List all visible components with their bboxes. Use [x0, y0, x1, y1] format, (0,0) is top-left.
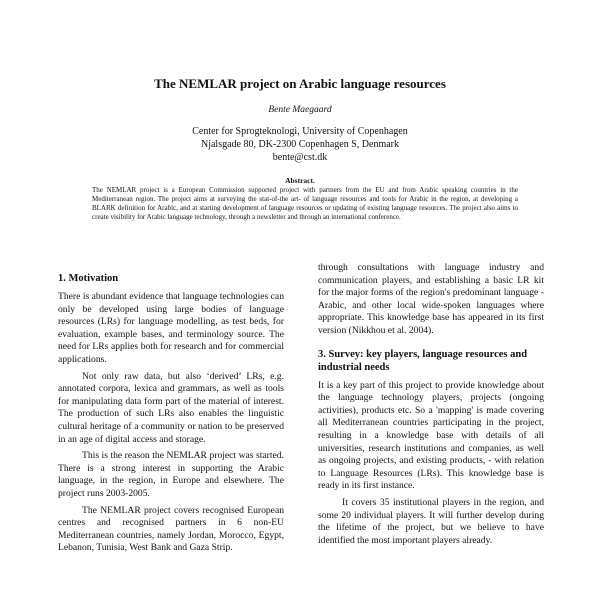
affiliation-email: bente@cst.dk — [272, 152, 328, 163]
right-paragraph: It covers 35 institutional players in the region, and some 20 individual players. It will further develop during the lifetime of the project, but we believe to have identified the most important players already. — [318, 496, 544, 546]
left-paragraph: There is abundant evidence that language technologies can only be developed using large bodies of language resources (LRs) for language modelling, as test beds, for evaluation, example bases, and terminology source. The need for LRs applies both for research and for commercial applications. — [58, 291, 284, 365]
right-column — [318, 262, 544, 551]
paper-title: The NEMLAR project on Arabic language resources — [154, 76, 446, 91]
right-paragraph: It is a key part of this project to provide knowledge about the language technology players, projects (ongoing activities), products etc. So a 'mapping' is made covering all Mediterranean countries participating in the project, resulting in a knowledge base with details of all universities, research institutions and companies, as well as ongoing projects, and existing products, - with relation to Language Resources (LRs). This knowledge base is ready in its first instance. — [318, 379, 544, 492]
affiliation-address: Njalsgade 80, DK-2300 Copenhagen S, Denmark — [200, 139, 399, 150]
author-name: Bente Maegaard — [268, 105, 332, 115]
left-column — [58, 262, 284, 559]
affiliation-block — [0, 125, 600, 164]
abstract-text: The NEMLAR project is a European Commission supported project with partners from the EU and from Arabic speaking countries in the Mediterranean region. The project aims at surveying the stat-of-the art- of language resources and tools for Arabic in the region, at developing a BLARK definition for Arabic, and at starting development of language resources or updating of existing language resources. The project also aims to create visibility for Arabic language technology, through a newsletter and through an international conference. — [92, 186, 518, 221]
section-3-heading: 3. Survey: key players, language resources and industrial needs — [318, 348, 528, 373]
left-paragraph: This is the reason the NEMLAR project was started. There is a strong interest in supporting the Arabic language, in the region, in Europe and elsewhere. The project runs 2003-2005. — [58, 450, 284, 499]
section-1-heading: 1. Motivation — [58, 273, 119, 284]
left-paragraph: The NEMLAR project covers recognised European centres and recognised partners in 6 non-EU Mediterranean countries, namely Jordan, Morocco, Egypt, Lebanon, Tunisia, West Bank and Gaza Strip. — [58, 504, 284, 554]
right-continuation-paragraph: through consultations with language industry and communication players, and establishing a basic LR kit for the major forms of the region's predominant language - Arabic, and other local wide-spoken languages where appropriate. This knowledge base has appeared in its first version (Nikkhou et al. 2004). — [318, 262, 544, 336]
affiliation-institution: Center for Sprogteknologi, University of Copenhagen — [192, 126, 408, 137]
left-paragraph: Not only raw data, but also ‘derived’ LRs, e.g. annotated corpora, lexica and grammars, as well as tools for manipulating data form part of the material of interest. The production of such LRs also enables the linguistic cultural heritage of a community or nation to be preserved in an age of digital access and storage. — [58, 370, 284, 445]
abstract-heading: Abstract. — [285, 176, 315, 185]
